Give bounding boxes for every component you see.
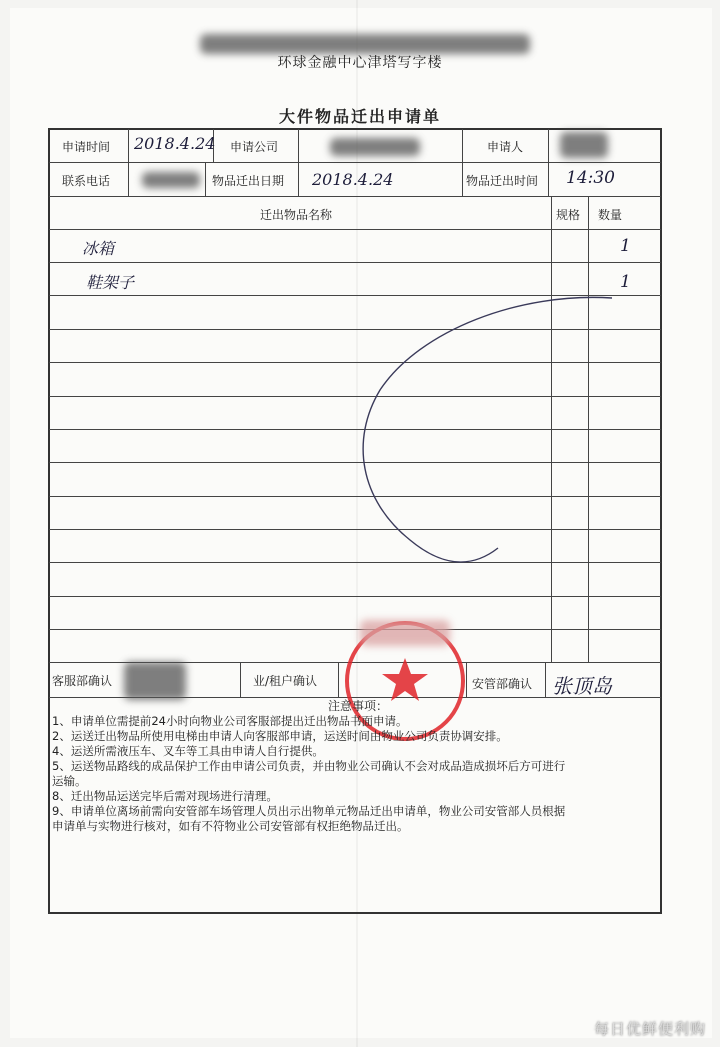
row-line: [49, 262, 661, 263]
apply-time-value: 2018.4.24: [134, 134, 216, 153]
notice-line: 申请单与实物进行核对，如有不符物业公司安管部有权拒绝物品迁出。: [52, 819, 409, 833]
col-line: [551, 196, 552, 662]
security-signature: 张顶岛: [552, 674, 612, 698]
notice-line: 5、运送物品路线的成品保护工作由申请公司负责，并由物业公司确认不会对成品造成损坏后方可进行: [52, 759, 566, 773]
row-line: [49, 396, 661, 397]
row-line: [49, 462, 661, 463]
move-date-label: 物品迁出日期: [212, 174, 285, 188]
item-name: 鞋架子: [86, 273, 135, 292]
notice-line: 8、迁出物品运送完毕后需对现场进行清理。: [52, 789, 278, 803]
col-line: [545, 662, 546, 697]
col-line: [298, 129, 299, 162]
item-name: 冰箱: [82, 239, 115, 258]
service-confirm-label: 客服部确认: [52, 674, 113, 688]
move-time-value: 14:30: [566, 168, 615, 188]
col-line: [588, 196, 589, 662]
redacted-service-sign: [124, 662, 186, 700]
redacted-phone: [142, 172, 200, 188]
notice-line: 9、申请单位离场前需向安管部车场管理人员出示出物单元物品迁出申请单，物业公司安管部人员根据: [52, 804, 566, 818]
item-qty: 1: [620, 272, 631, 292]
row-line: [49, 162, 661, 163]
qty-header: 数量: [598, 208, 623, 222]
tenant-confirm-label: 业/租户确认: [253, 674, 318, 688]
move-date-value: 2018.4.24: [312, 170, 394, 189]
redacted-applicant: [560, 132, 608, 158]
col-line: [462, 162, 463, 196]
col-line: [338, 662, 339, 697]
row-line: [49, 295, 661, 296]
notice-line: 1、申请单位需提前24小时向物业公司客服部提出迁出物品书面申请。: [52, 714, 408, 728]
building-name: 环球金融中心津塔写字楼: [277, 55, 443, 71]
phone-label: 联系电话: [62, 174, 111, 188]
watermark: 每日优鲜便利购: [593, 1020, 706, 1038]
col-line: [240, 662, 241, 697]
col-line: [548, 162, 549, 196]
form-title: 大件物品迁出申请单: [278, 107, 441, 126]
row-line: [49, 196, 661, 197]
col-line: [205, 162, 206, 196]
redacted-header: [200, 34, 530, 54]
col-line: [298, 162, 299, 196]
col-line: [548, 129, 549, 162]
row-line: [49, 429, 661, 430]
notice-line: 4、运送所需液压车、叉车等工具由申请人自行提供。: [52, 744, 324, 758]
redacted-seal-text: [360, 620, 450, 646]
col-line: [462, 129, 463, 162]
apply-time-label: 申请时间: [62, 140, 111, 154]
row-line: [49, 529, 661, 530]
notice-line: 2、运送迁出物品所使用电梯由申请人向客服部申请，运送时间由物业公司负责协调安排。: [52, 729, 508, 743]
company-label: 申请公司: [230, 140, 279, 154]
item-name-header: 迁出物品名称: [260, 208, 333, 222]
notice-title: 注意事项：: [328, 699, 389, 713]
notice-list: [52, 714, 565, 834]
spec-header: 规格: [556, 208, 581, 222]
row-line: [49, 596, 661, 597]
redacted-company: [330, 138, 420, 156]
notice-line: 运输。: [52, 774, 87, 788]
applicant-label: 申请人: [487, 140, 524, 154]
item-qty: 1: [620, 236, 631, 256]
col-line: [128, 129, 129, 196]
row-line: [49, 562, 661, 563]
move-time-label: 物品迁出时间: [466, 174, 539, 188]
row-line: [49, 362, 661, 363]
row-line: [49, 329, 661, 330]
row-line: [49, 229, 661, 230]
row-line: [49, 496, 661, 497]
security-confirm-label: 安管部确认: [472, 677, 533, 691]
